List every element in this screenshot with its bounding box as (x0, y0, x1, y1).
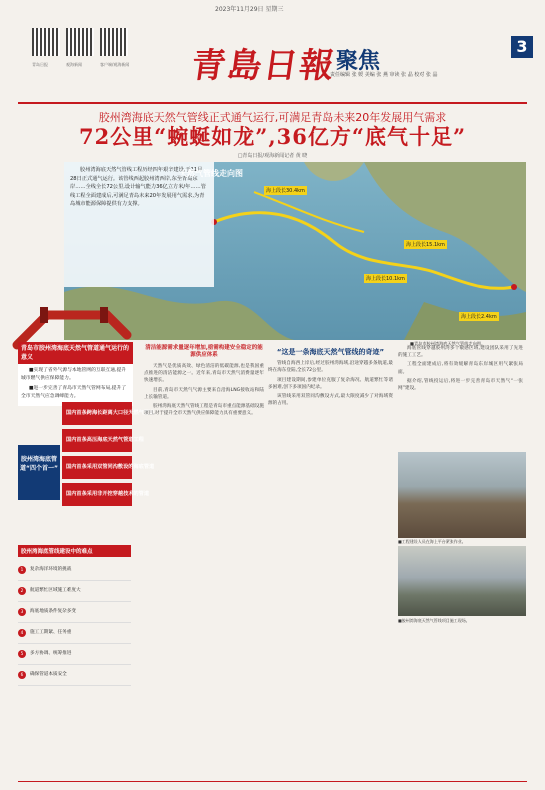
qr-label: 客户端/观海新闻 (100, 62, 130, 67)
article-paragraph: 海底管线穿越胶州湾多个敏感区域,建设团队采用了先进的施工工艺。 (398, 346, 523, 359)
issue-date: 2023年11月29日 星期三 (215, 6, 284, 13)
list-item: 6 确保管道本质安全 (18, 665, 131, 686)
map-label: 海上段长10.1km (366, 276, 405, 282)
intro-text: 胶州湾海底天然气管线工程历经四年艰辛建设,于11月28日正式通气运行。该管线西起胶州湾西岸,东至青岛东岸……全线全长72公里,设计输气能力36亿立方米/年……管线工程全面建成后,可满足青岛未来20年发展用气需求,为青岛城市能源保障提供有力支撑。 (64, 162, 214, 287)
pipeline-map (64, 162, 526, 340)
footer-rule (18, 781, 527, 782)
article-column-2 (268, 345, 393, 409)
divider (18, 102, 527, 104)
article-paragraph: 胶州湾海底天然气管线工程是青岛市重点能源基础设施项目,对于提升全市天然气供应保障能力具有重要意义。 (144, 404, 264, 417)
map-caption: ■青岛市胶州湾海底天然气管线走向图。 (410, 341, 486, 346)
article-paragraph: 天然气是优质高效、绿色清洁的低碳能源,也是我国重点推进的清洁能源之一。近年来,青岛市天然气消费量逐年快速增长。 (144, 364, 264, 384)
article-paragraph: 项目建设期间,参建单位克服了复杂海况、航道繁忙等诸多困难,创下多项国内纪录。 (268, 377, 393, 390)
column-subhead: “这是一条海底天然气管线的奇迹” (276, 348, 385, 356)
article-paragraph: 目前,青岛市天然气气源主要来自沿海LNG接收站和陆上长输管道。 (144, 387, 264, 400)
article-column-3 (398, 345, 523, 394)
headline: 72公里“蜿蜒如龙”,36亿方“底气十足” (78, 124, 467, 149)
qr-code-icon[interactable] (100, 28, 128, 56)
significance-paragraph: ■实现了省外气源与本地管网的互联互通,提升城市燃气供应保障能力。 (21, 368, 127, 381)
firsts-item: 国内首条采用非开挖穿越技术的管道 (62, 483, 132, 506)
qr-code-icon[interactable] (32, 28, 60, 56)
firsts-item: 国内首条采用双管同沟敷设的海底管道 (62, 456, 132, 479)
article-paragraph: 该管线采用双管同沟敷设方式,最大限度减少了对海域资源的占用。 (268, 394, 393, 407)
map-label: 海上段长30.4km (266, 188, 305, 194)
list-item: 2 航道繁忙区域施工难度大 (18, 581, 131, 602)
list-item: 1 复杂海洋环境的挑战 (18, 560, 131, 581)
qr-codes (28, 22, 138, 82)
photo-caption: ■胶州湾海底天然气管线项目施工现场。 (398, 618, 470, 623)
article-paragraph: 管线自海西上岸后,经过胶州湾海域,沿途穿越多条航道,最终在海东登陆,全长72公里。 (268, 361, 393, 374)
kicker: 胶州湾海底天然气管线正式通气运行,可满足青岛未来20年发展用气需求 (98, 111, 447, 124)
significance-title: 青岛市胶州湾海底天然气管道通气运行的意义 (18, 342, 133, 364)
construction-photo (398, 546, 526, 616)
newspaper-logo: 青島日報 (188, 46, 339, 86)
section-title: 聚焦 (336, 48, 381, 74)
significance-paragraph: ■进一步完善了青岛市天然气管网布局,提升了全市天然气应急调峰能力。 (21, 386, 127, 399)
byline: □青岛日报/观海新闻记者 黄 晓 (237, 153, 308, 159)
list-item: 3 海底地质条件复杂多变 (18, 602, 131, 623)
map-label: 海上段长15.1km (406, 242, 445, 248)
firsts-title: 胶州湾海底管道“四个首一” (18, 445, 60, 500)
qr-code-icon[interactable] (66, 28, 94, 56)
firsts-item: 国内首条高压海底天然气管道工程 (62, 429, 132, 452)
column-subhead: 清洁能源需求量逐年增加,亟需构建安全稳定的能源供应体系 (145, 345, 263, 358)
article-paragraph: 据介绍,管线投运后,将进一步完善青岛市天然气“一张网”建设。 (398, 378, 523, 392)
firsts-list (62, 402, 155, 510)
map-title: 天然气管线走向图 (179, 169, 243, 178)
article-column-1 (144, 345, 264, 419)
article-paragraph: 工程全面建成后,将有效缓解青岛东岸城区用气紧张局面。 (398, 362, 523, 375)
significance-block (18, 342, 133, 406)
qr-label: 观海新闻 (66, 62, 82, 67)
list-item: 5 多方协调、统筹推进 (18, 644, 131, 665)
difficulties-title: 胶州湾海底管线建设中的难点 (18, 545, 131, 557)
editor-credits: 责任编辑 张 媛 美编 张 燕 审读 张 晶 校对 张 晶 (330, 72, 438, 78)
qr-label: 青岛日报 (32, 62, 48, 67)
difficulties-list (18, 545, 131, 686)
construction-photo (398, 452, 526, 538)
page-number: 3 (511, 36, 533, 58)
map-label: 海上段长2.4km (461, 314, 497, 320)
list-item: 4 施工工期紧、任务重 (18, 623, 131, 644)
firsts-item: 国内首条跨海长距离大口径天然气管道 (62, 402, 132, 425)
photo-caption: ■工程建设人员在海上平台紧张作业。 (398, 539, 466, 544)
top-bar (0, 0, 545, 14)
